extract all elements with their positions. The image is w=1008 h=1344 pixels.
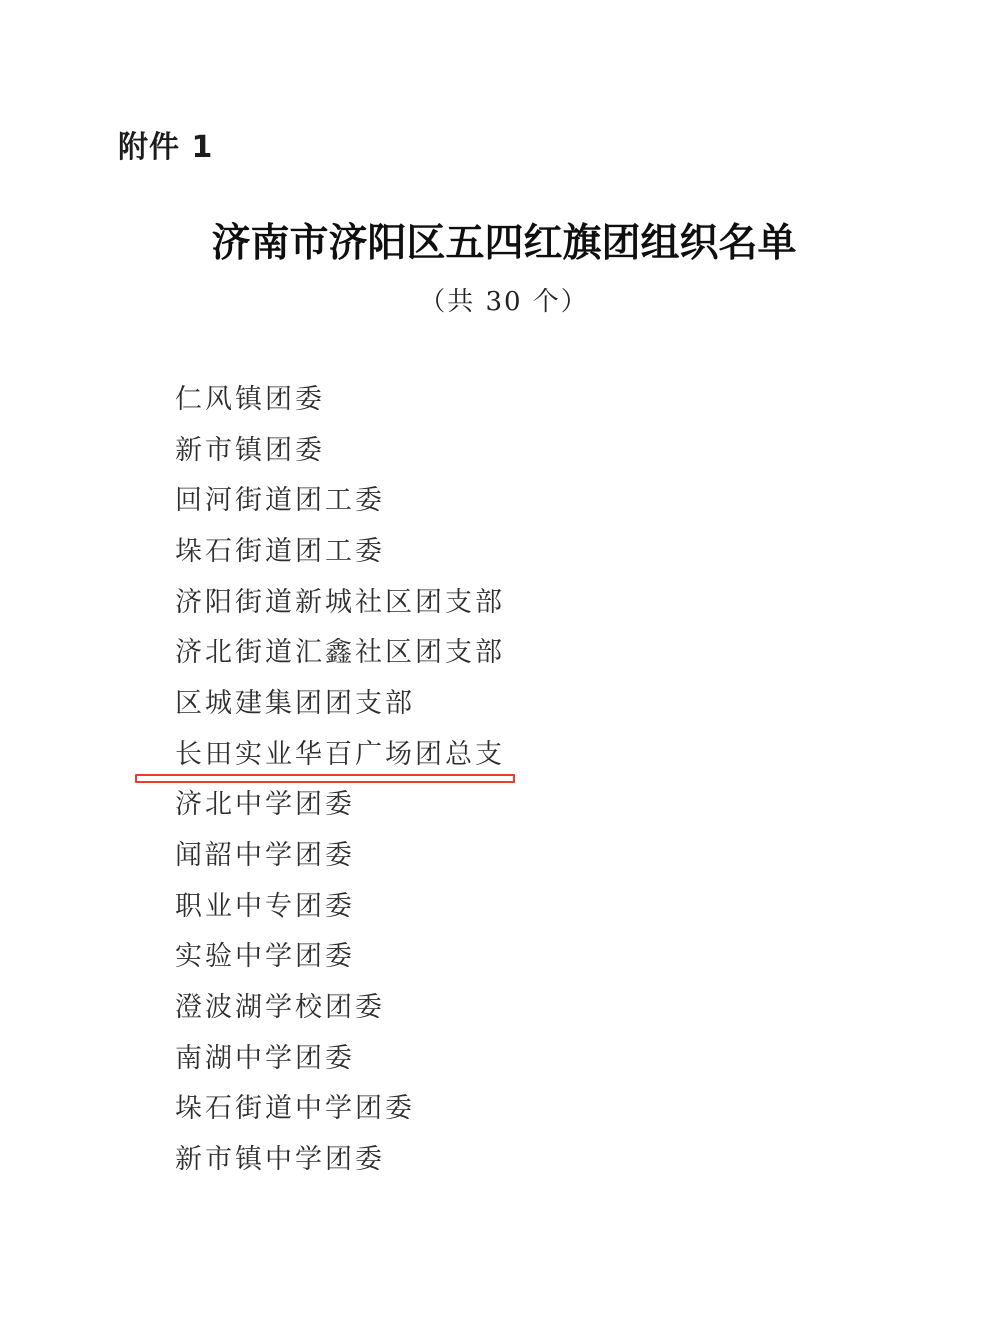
document-subtitle: （共 30 个） [419,287,589,317]
highlight-underline [135,774,515,783]
list-item: 澄波湖学校团委 [175,992,385,1024]
list-item: 垛石街道团工委 [175,535,385,567]
attachment-label: 附件 1 [118,130,214,165]
list-item: 新市镇团委 [175,434,325,466]
list-item: 实验中学团委 [175,941,355,973]
list-item: 济北中学团委 [175,789,355,821]
list-item: 长田实业华百广场团总支 [175,738,505,770]
list-item: 济北街道汇鑫社区团支部 [175,637,505,669]
list-item: 区城建集团团支部 [175,687,415,719]
list-item: 济阳街道新城社区团支部 [175,586,505,618]
list-item: 职业中专团委 [175,890,355,922]
list-item: 南湖中学团委 [175,1042,355,1074]
document-title: 济南市济阳区五四红旗团组织名单 [211,220,797,266]
list-item: 垛石街道中学团委 [175,1093,415,1125]
list-item: 回河街道团工委 [175,485,385,517]
list-item: 仁风镇团委 [175,383,325,415]
list-item: 闻韶中学团委 [175,840,355,872]
list-item: 新市镇中学团委 [175,1144,385,1176]
